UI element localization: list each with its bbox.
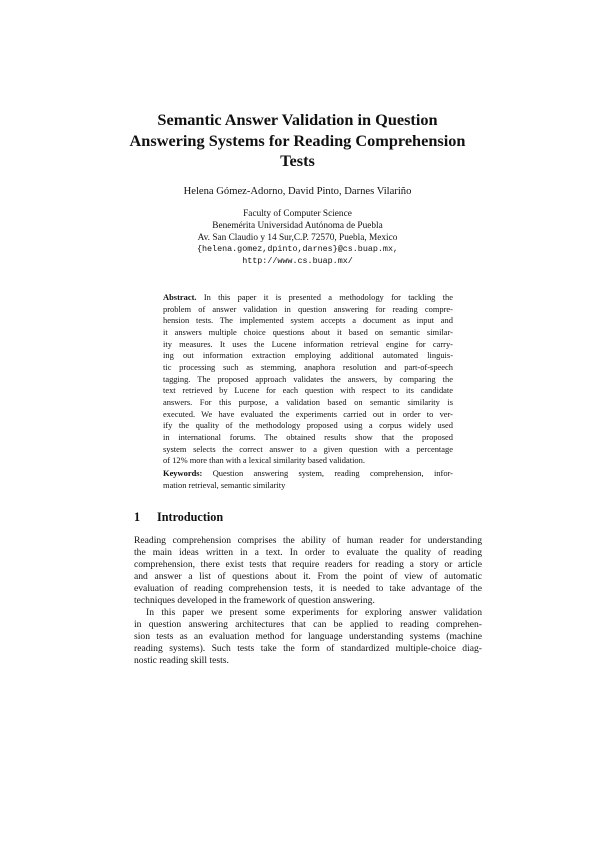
body-line: nostic reading skill tests. (134, 655, 229, 667)
keywords-line (163, 468, 453, 480)
abstract-line: executed. We have evaluated the experiments carried out in order to ver- (163, 408, 453, 419)
body-line: techniques developed in the framework of question answering. (134, 595, 375, 607)
abstract-line: ity measures. It uses the Lucene information retrieval engine for carry- (163, 338, 453, 349)
body-line: Reading comprehension comprises the ability of human reader for understanding (134, 535, 482, 546)
keywords (163, 468, 453, 491)
affiliation-dept: Faculty of Computer Science (243, 209, 352, 219)
abstract (163, 292, 453, 467)
affiliation-university: Benemérita Universidad Autónoma de Puebla (212, 220, 383, 231)
abstract-line: tic processing such as stemming, anaphora resolution and part-of-speech (163, 361, 453, 372)
affiliation (100, 209, 495, 268)
body-line: comprehension, there exist tests that require readers for reading a story or article (134, 559, 482, 571)
section-heading (134, 510, 223, 525)
keywords-label: Keywords: (163, 468, 203, 478)
title-line: Tests (280, 151, 315, 170)
keywords-text: Question answering system, reading comprehension, infor- (202, 468, 453, 478)
body-line: In this paper we present some experiments for exploring answer validation (146, 607, 482, 619)
abstract-line (163, 292, 453, 304)
abstract-line: it answers multiple choice questions about it based on semantic similar- (163, 326, 453, 337)
body-line: in question answering architectures that can be applied to reading comprehen- (134, 619, 482, 631)
abstract-text: In this paper it is presented a methodology for tackling the (196, 292, 453, 302)
abstract-line: system selects the correct answer to a given question with a percentage (163, 443, 453, 454)
abstract-line: hension tests. The implemented system accepts a document as input and (163, 315, 453, 326)
body-text (134, 535, 482, 668)
abstract-line: text retrieved by Lucene for each question with respect to its candidate (163, 385, 453, 396)
title-line: Semantic Answer Validation in Question (157, 110, 438, 129)
body-line: evaluation of reading comprehension tests, it is needed to take advantage of the (134, 583, 482, 595)
abstract-line: problem of answer validation in question answering for reading compre- (163, 303, 453, 314)
abstract-line: ing out information extraction employing additional automated linguis- (163, 350, 453, 361)
abstract-line: of 12% more than with a lexical similarity based validation. (163, 455, 365, 466)
abstract-line: answers. For this purpose, a validation based on semantic similarity is (163, 396, 453, 407)
abstract-line: ify the quality of the methodology proposed using a corpus widely used (163, 420, 453, 431)
affiliation-address: Av. San Claudio y 14 Sur,C.P. 72570, Puebla, Mexico (197, 232, 398, 243)
body-line: and answer a list of questions about it. From the point of view of automatic (134, 571, 482, 583)
body-line: reading systems). Such tests take the form of standardized multiple-choice diag- (134, 643, 482, 655)
body-line: the main ideas written in a text. In order to evaluate the quality of reading (134, 547, 482, 559)
abstract-line: in international forums. The obtained results show that the proposed (163, 431, 453, 442)
authors: Helena Gómez-Adorno, David Pinto, Darnes Vilariño (183, 186, 412, 197)
abstract-line: tagging. The proposed approach validates the answers, by comparing the (163, 373, 453, 384)
abstract-label: Abstract. (163, 292, 197, 302)
section-number: 1 (134, 510, 141, 524)
keywords-line: mation retrieval, semantic similarity (163, 479, 286, 490)
title-line: Answering Systems for Reading Comprehension (129, 130, 466, 150)
body-line: sion tests as an evaluation method for language understanding systems (machine (134, 631, 482, 643)
section-title: Introduction (157, 510, 224, 524)
author-email: {helena.gomez,dpinto,darnes}@cs.buap.mx, (196, 244, 399, 255)
institution-url: http://www.cs.buap.mx/ (242, 256, 353, 267)
paper-title (100, 110, 495, 172)
